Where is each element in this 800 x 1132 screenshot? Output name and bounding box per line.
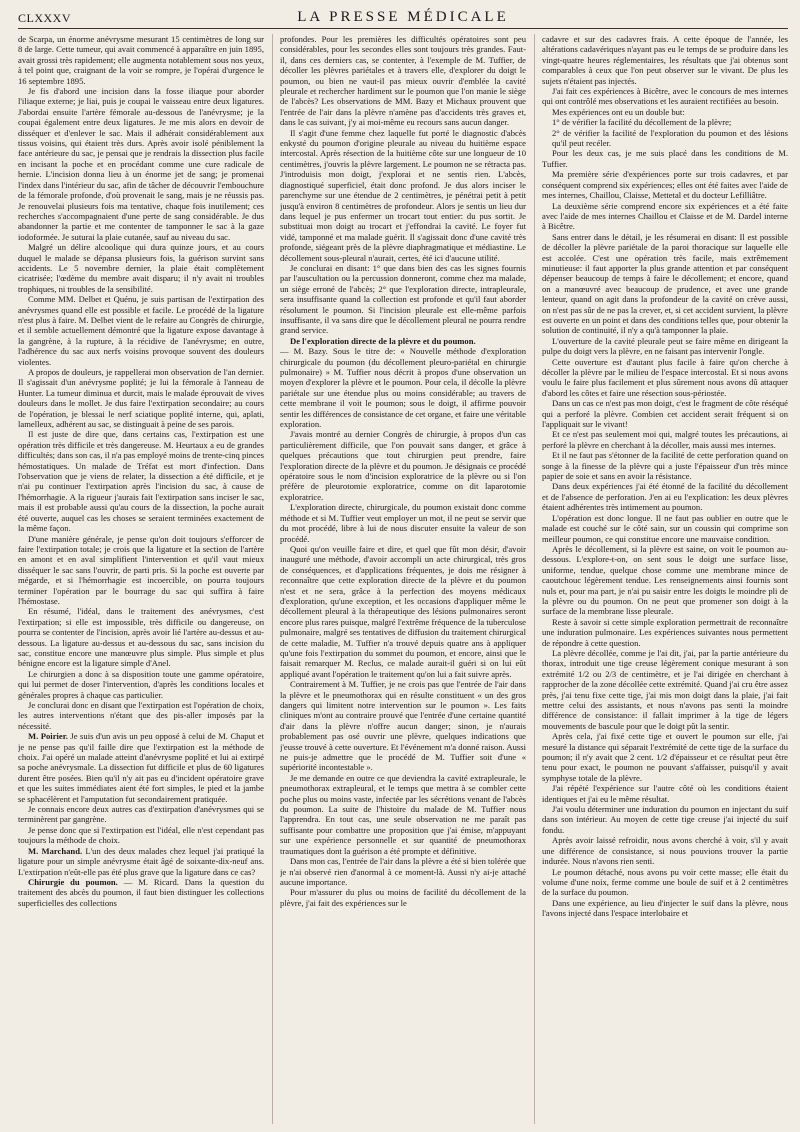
paragraph: Ma première série d'expériences porte sur trois cadavres, et par conséquent comprend six expériences; elles ont été faites avec l'aide de mes internes, Chaillou, Claisse, Mettetal et du docteur Lefilliâtre. bbox=[542, 169, 788, 201]
section-rubric: Chirurgie du poumon. bbox=[28, 876, 118, 887]
paragraph: Après le décollement, si la plèvre est saine, on voit le poumon au-dessous. L'explore-t-on, on sent sous le doigt une surface lisse, uniforme, tendue, quelque chose comme une membrane mince de caoutchouc légèrement tendue. Les renseignements ainsi fournis sont nuls et, pour ma part, je n'ai pu saisir entre les doigts le moindre pli de la plèvre ou du poumon. On ne peut que promener son doigt à la surface de la membrane lisse pleurale. bbox=[542, 543, 788, 617]
paragraph: cadavre et sur des cadavres frais. A cette époque de l'année, les altérations cadavériques n'ayant pas eu le temps de se produire dans les vingt-quatre heures réglementaires, les résultats que j'ai obtenus sont comparables à ceux que l'on peut observer sur le vivant. De plus les sujets n'étaient pas injectés. bbox=[542, 34, 788, 86]
column-rule bbox=[272, 34, 273, 1124]
section-rubric: De l'exploration directe de la plèvre et du poumon. bbox=[290, 335, 476, 346]
paragraph: Reste à savoir si cette simple exploration permettrait de reconnaître une induration pulmonaire. Les expériences suivantes nous permettent de répondre à cette question. bbox=[542, 616, 788, 648]
paragraph: Sans entrer dans le détail, je les résumerai en disant: Il est possible de décoller la plèvre pariétale de la paroi thoracique sur laquelle elle est accolée. C'est une opération très facile, mais extrêmement minutieuse: il faut apporter la plus grande attention et par conséquent dépenser beaucoup de temps à faire le décollement; et encore, quand on a manœuvré avec beaucoup de prudence, et avec une grande lenteur, quand on agit dans la profondeur de la cavité on crève aussi, on n'est pas sûr de ne pas la crever, et, si cet accident survient, la plèvre est ouverte en un point et dans des conditions telles que, pour obtenir la solution de continuité, il n'y a qu'à tamponner la plaie. bbox=[542, 231, 788, 336]
paragraph: La plèvre décollée, comme je l'ai dit, j'ai, par la partie antérieure du thorax, introduit une tige creuse légèrement conique mesurant à son extrémité 1/2 ou 2/3 de centimètre, et je l'ai dirigée en cherchant à rapprocher de la zone décollée cette extrémité. Quand j'ai cru être assez près, j'ai tenu fixe cette tige, j'ai mis mon doigt dans la plaie, j'ai fait mettre celui des assistants, et nous n'avons pas senti la moindre différence de consistance: il fallait imprimer à la tige de légers mouvements de bascule pour que le doigt pût la sentir. bbox=[542, 647, 788, 731]
column-2 bbox=[280, 34, 526, 1124]
paragraph: Il est juste de dire que, dans certains cas, l'extirpation est une opération très difficile et très dangereuse. M. Heurtaux a eu de grandes difficultés; dans son cas, il n'a pas employé moins de trente-cinq pinces hémostatiques. Un malade de Tréfat est mort d'infection. Dans l'observation que je viens de relater, la dissection a été difficile, et je n'ai pu continuer l'extirpation après l'incision du sac, à cause de l'hémorrhagie. A la rigueur j'aurais fait l'extirpation sans inciser le sac, mais il est probable aussi qu'au cours de la dissection, la poche aurait été ouverte, auquel cas les choses se seraient terminées exactement de la même façon. bbox=[18, 429, 264, 534]
paragraph: Le chirurgien a donc à sa disposition toute une gamme opératoire, qui lui permet de doser l'intervention, d'après les conditions locales et générales propres à chaque cas particulier. bbox=[18, 668, 264, 700]
paragraph: Comme MM. Delbet et Quénu, je suis partisan de l'extirpation des anévrysmes quand elle est possible et facile. Le procédé de la ligature n'est plus à faire. M. Delbet vient de le refaire au Congrès de chirurgie, et il semble actuellement démontré que la ligature expose davantage à la gangrène, à la rupture, à la récidive de l'anévrysme; en outre, l'adhérence du sac aux nerfs voisins provoque souvent des douleurs violentes. bbox=[18, 294, 264, 367]
speaker-text: Sous le titre de: « Nouvelle méthode d'exploration chirurgicale du poumon (du décollement pleuro-pariétal en chirurgie pulmonaire) » M. Tuffier nous décrit à propos d'une observation un moyen d'explorer la plèvre et le poumon. Pour cela, il décolle la plèvre pariétale sur une étendue plus ou moins considérable; au travers de cette membrane il voit le poumon; sous le doigt, il affirme pouvoir sentir les différences de consistance de cet organe, et faire une véritable exploration. bbox=[280, 346, 526, 430]
paragraph: Je me demande en outre ce que deviendra la cavité extrapleurale, le pneumothorax extrapleural, et le temps que mettra à se combler cette poche plus ou moins vaste, infectée par les sécrétions venant de l'abcès du poumon. La suite de l'histoire du malade de M. Tuffier nous l'apprendra. En tout cas, une seule observation ne me paraît pas suffisante pour combattre une proposition que j'ai émise, m'appuyant sur une expérience personnelle et sur quantité de pneumothorax traumatiques dont la guérison a été prompte et définitive. bbox=[280, 772, 526, 856]
column-3 bbox=[542, 34, 788, 1124]
paragraph: Dans une expérience, au lieu d'injecter le suif dans la plèvre, nous l'avons injecté dans l'espace interlobaire et bbox=[542, 897, 788, 919]
paragraph: Quoi qu'on veuille faire et dire, et quel que fût mon désir, d'avoir inauguré une méthode, d'avoir accompli un acte chirurgical, très gros de conséquences, et d'applications fréquentes, je dois me résigner à reconnaître que cette exploration directe de la plèvre et du poumon n'est et ne sera, grâce à la perfection des moyens médicaux d'exploration, qu'une exception, et les occasions d'appliquer même le décollement pleural à la thérapeutique des lésions pulmonaires seront encore plus rares puisque, malgré l'extrême fréquence de la tuberculose pulmonaire, malgré ses tentatives de diffusion du traitement chirurgical de cette maladie, M. Tuffier n'a trouvé depuis quatre ans à appliquer qu'une fois l'extirpation du sommet du poumon, et encore, ainsi que le faisait remarquer M. Reclus, ce malade aurait-il guéri si on lui eût appliqué avant l'opération le traitement qu'on lui a fait suivre après. bbox=[280, 543, 526, 679]
speaker-name: — M. Bazy. bbox=[280, 346, 328, 357]
list-item: 1° de vérifier la facilité du décollement de la plèvre; bbox=[552, 117, 732, 128]
paragraph: Et il ne faut pas s'étonner de la facilité de cette perforation quand on songe à la finesse de la plèvre qui a juste l'épaisseur d'un très mince papier de soie et sans en avoir la résistance. bbox=[542, 450, 788, 482]
paragraph: J'ai répété l'expérience sur l'autre côté où les conditions étaient identiques et j'ai eu le même résultat. bbox=[542, 783, 788, 804]
paragraph: Je conclurai donc en disant que l'extirpation est l'opération de choix, les autres interventions n'étant que des pis-aller imposés par la nécessité. bbox=[18, 700, 264, 731]
paragraph: Après cela, j'ai fixé cette tige et ouvert le poumon sur elle, j'ai mesuré la distance qui séparait l'extrémité de cette tige de la surface du poumon; il n'y avait que 2 cent. 1/2 d'épaisseur et ce résultat peut être tenu pour exact, le poumon ne pouvant s'affaisser, puisqu'il y avait symphyse totale de la plèvre. bbox=[542, 731, 788, 783]
speaker-name: M. Poirier. bbox=[28, 731, 68, 742]
paragraph: Malgré un délire alcoolique qui dura quinze jours, et au cours duquel le malade se dépansa plusieurs fois, la guérison survint sans accidents. Le 5 novembre dernier, la plaie était complètement cicatrisée; l'œdème du membre avait disparu; il n'y avait ni troubles trophiques, ni troubles de la sensibilité. bbox=[18, 242, 264, 294]
paragraph: Je fis d'abord une incision dans la fosse iliaque pour aborder l'iliaque externe; je liai, puis je coupai le vaisseau entre deux ligatures. J'abordai ensuite l'artère fémorale au-dessous de l'anévrysme; je la coupai également entre deux ligatures. Je me mis alors en devoir de disséquer et d'enlever le sac. Mais il adhérait considérablement aux tissus voisins, qui étaient très durs. Après avoir isolé péniblement la face antérieure du sac, je pensai que je rendrais la dissection plus facile en incisant la poche et en procédant comme une cure radicale de hernie. L'incision donna lieu à un énorme jet de sang; je promenai l'index dans l'intérieur du sac, afin de tâcher de découvrir l'embouchure de la fémorale profonde, d'où provenait le sang, mais je ne réussis pas. Je renouvelai plusieurs fois ma tentative, chaque fois inutilement; ces recherches s'accompagnaient d'une perte de sang considérable. Je dus abandonner la partie et me contenter de tamponner le sac à la gaze iodoformée. Je suturai la plaie cutanée, sauf au niveau du sac. bbox=[18, 86, 264, 242]
paragraph: Le poumon détaché, nous avons pu voir cette masse; elle était du volume d'une noix, ferme comme une boule de suif et à 2 centimètres de la surface du poumon. bbox=[542, 866, 788, 898]
paragraph: profondes. Pour les premières les difficultés opératoires sont peu considérables, pour les secondes elles sont toujours très grandes. Faut-il, dans ces derniers cas, se contenter, à l'exemple de M. Tuffier, de décoller les plèvres pariétales et à travers elle, d'explorer du doigt le poumon, ou bien ne vaut-il pas mieux ouvrir d'emblée la cavité pleurale et rechercher hardiment sur le poumon que l'on manie le siège de l'abcès? Les observations de MM. Bazy et Michaux prouvent que l'entrée de l'air dans la plèvre n'amène pas d'accidents très graves et, dans le cas suivant, j'y ai moi-même eu recours sans aucun danger. bbox=[280, 34, 526, 128]
paragraph: L'opération est donc longue. Il ne faut pas oublier en outre que le malade est couché sur le côté sain, sur un coussin qui comprime son meilleur poumon, ce qui constitue encore une mauvaise condition. bbox=[542, 512, 788, 544]
paragraph: de Scarpa, un énorme anévrysme mesurant 15 centimètres de long sur 8 de large. Cette tumeur, qui avait commencé à apparaître en juin 1895, avait grossi très rapidement; elle augmenta notablement sous nos yeux, à tel point que, craignant de la voir se rompre, je l'opérai d'urgence le 16 septembre 1895. bbox=[18, 34, 264, 86]
paragraph: Je connais encore deux autres cas d'extirpation d'anévrysmes qui se terminèrent par gangrène. bbox=[18, 804, 264, 825]
speaker-name: M. Marchand. bbox=[28, 845, 83, 856]
list-item: 2° de vérifier la facilité de l'exploration du poumon et des lésions qu'il peut recéler. bbox=[552, 127, 788, 149]
paragraph: Mes expériences ont eu un double but: bbox=[552, 106, 685, 117]
paragraph-ricard bbox=[18, 877, 264, 908]
paragraph: Pour m'assurer du plus ou moins de facilité du décollement de la plèvre, j'ai fait des expériences sur le bbox=[280, 887, 526, 908]
paragraph-bazy bbox=[280, 336, 526, 430]
paragraph: La deuxième série comprend encore six expériences et a été faite avec l'aide de mes internes Chaillou et Claisse et de M. Dardel interne à Bicêtre. bbox=[542, 200, 788, 232]
article-columns bbox=[18, 34, 788, 1124]
paragraph-marchand bbox=[18, 846, 264, 877]
column-1 bbox=[18, 34, 264, 1124]
paragraph: D'une manière générale, je pense qu'on doit toujours s'efforcer de faire l'extirpation totale; je crois que la ligature et la section de l'artère en amont et en aval simplifient l'intervention et qu'il vaut mieux disséquer le sac sans l'ouvrir, de parti pris. Si la poche est ouverte par mégarde, et si l'hémorrhagie est incoercible, on pourra toujours terminer l'opération par le bourrage du sac qui suffira à faire l'hémostase. bbox=[18, 533, 264, 606]
column-rule bbox=[534, 34, 535, 1124]
paragraph: Et ce n'est pas seulement moi qui, malgré toutes les précautions, ai perforé la plèvre en cherchant à la décoller, mais aussi mes internes. bbox=[542, 429, 788, 450]
speaker-text: Dans la question du traitement des abcès du poumon, il faut bien distinguer les collections superficielles des collections bbox=[18, 876, 264, 908]
speaker-text: L'un des deux malades chez lequel j'ai pratiqué la ligature pour un simple anévrysme était âgé de soixante-dix-neuf ans. L'extirpation n'eût-elle pas été plus grave que la ligature dans ce cas? bbox=[18, 845, 264, 877]
speaker-name: — M. Ricard. bbox=[117, 876, 179, 887]
paragraph: Dans deux expériences j'ai été étonné de la facilité du décollement et de l'absence de perforation. J'en ai eu l'explication: les deux plèvres étaient adhérentes très intimement au poumon. bbox=[542, 481, 788, 513]
paragraph-poirier bbox=[18, 731, 264, 804]
paragraph: Dans mon cas, l'entrée de l'air dans la plèvre a été si bien tolérée que je n'ai observé rien d'anormal à ce moment-là. Aussi n'y ai-je attaché aucune importance. bbox=[280, 856, 526, 887]
paragraph: J'avais montré au dernier Congrès de chirurgie, à propos d'un cas particulièrement difficile, que l'on pouvait sans danger, et grâce à quelques précautions que tout chirurgien peut prendre, faire l'exploration directe de la plèvre et du poumon. Je désignais ce procédé opératoire sous le nom d'incision exploratrice de la plèvre ou si l'on préfère de pleurotomie exploratrice, comme on dit laparotomie exploratrice. bbox=[280, 429, 526, 502]
paragraph: Cette ouverture est d'autant plus facile à faire qu'on cherche à décoller la plèvre par le milieu de l'espace intercostal. Et si nous avons voulu le faire plus facilement et plus sûrement nous avons dû attaquer d'abord les côtes et faire une résection sous-périostée. bbox=[542, 356, 788, 398]
speaker-text: Je suis d'un avis un peu opposé à celui de M. Chaput et je ne pense pas qu'il faille dire que l'extirpation est la méthode de choix. J'ai opéré un malade atteint d'anévrysme poplité et lui ai extirpé sa poche anévrysmale. La dissection fut difficile et plus de 60 ligatures durent être posées. Bien qu'il n'y ait pas eu d'incident opératoire grave et que les suites immédiates aient été fort simples, le pied et la jambe se sphacélèrent et l'amputation fut secondairement pratiquée. bbox=[18, 731, 264, 804]
paragraph: J'ai voulu déterminer une induration du poumon en injectant du suif dans son intérieur. Au moyen de cette tige creuse j'ai injecté du suif fondu. bbox=[542, 804, 788, 835]
paragraph: Il s'agit d'une femme chez laquelle fut porté le diagnostic d'abcès enkysté du poumon d'origine pleurale au niveau du huitième espace intercostal. Après résection de la huitième côte sur une longueur de 10 centimètres, j'ouvris la plèvre largement. Le poumon ne se rétracta pas. J'introduisis mon doigt, j'explorai et ne sentis rien. L'abcès, diagnostiqué superficiel, était donc profond. Je dus alors inciser le parenchyme sur une étendue de 2 centimètres, je pénétrai petit à petit jusqu'à environ 8 centimètres de profondeur. Alors je sentis un lieu dur dans lequel je pus enfermer un trocart tout entier: du pus sortit. Je substituai mon doigt au trocart et j'effondrai la cavité. Le foyer fut vidé, tamponné et ma malade guérit. Il s'agissait donc d'une cavité très profonde, siégeant près de la plèvre diaphragmatique et médiastine. Le décollement sous-pleural n'aurait, certes, été ici d'aucune utilité. bbox=[280, 127, 526, 263]
paragraph: Contrairement à M. Tuffier, je ne crois pas que l'entrée de l'air dans la plèvre et le pneumothorax qui en résulte constituent « un des gros dangers qui limitent notre intervention sur le poumon ». Les faits cliniques m'ont au contraire prouvé que l'entrée d'une certaine quantité d'air dans la plèvre n'offre aucun danger; sinon, je n'aurais probablement pas osé ouvrir une plèvre, quelques indications que j'eusse trouvé à cette ouverture. Et l'événement m'a donné raison. Aussi ne puis-je admettre que le procédé de M. Tuffier soit d'une « supériorité incontestable ». bbox=[280, 679, 526, 773]
page-folio: CLXXXV bbox=[18, 11, 71, 25]
paragraph: En résumé, l'idéal, dans le traitement des anévrysmes, c'est l'extirpation; si elle est impossible, très difficile ou dangereuse, on pourra se contenter de l'incision, après avoir lié l'artère au-dessus et au-dessous. La ligature au-dessus et au-dessous du sac, sans incision du sac, constitue encore une manœuvre plus simple. Plus simple et plus bénigne encore est la ligature simple d'Anel. bbox=[18, 606, 264, 669]
page-header bbox=[18, 8, 788, 29]
paragraph: J'ai fait ces expériences à Bicêtre, avec le concours de mes internes qui ont contrôlé mes observations et les auraient rectifiées au besoin. bbox=[542, 86, 788, 107]
journal-title: LA PRESSE MÉDICALE bbox=[297, 9, 509, 25]
paragraph: L'ouverture de la cavité pleurale peut se faire même en dirigeant la pulpe du doigt vers la plèvre, en ne faisant pas intervenir l'ongle. bbox=[542, 335, 788, 357]
newspaper-page bbox=[18, 8, 788, 1126]
paragraph: Après avoir laissé refroidir, nous avons cherché à voir, s'il y avait une différence de consistance, si nous pouvions trouver la partie indurée. Nous n'avons rien senti. bbox=[542, 835, 788, 867]
paragraph: Je pense donc que si l'extirpation est l'idéal, elle n'est cependant pas toujours la méthode de choix. bbox=[18, 824, 264, 846]
paragraph: Pour les deux cas, je me suis placé dans les conditions de M. Tuffier. bbox=[542, 148, 788, 169]
paragraph: Dans un cas ce n'est pas mon doigt, c'est le fragment de côte réséqué qui a perforé la plèvre. Combien cet accident serait fréquent si on l'appliquait sur le vivant! bbox=[542, 398, 788, 430]
paragraph: A propos de douleurs, je rappellerai mon observation de l'an dernier. Il s'agissait d'un anévrysme poplité; je lui la fémorale à l'anneau de Hunter. La tumeur diminua et durcit, mais le malade éprouvait de vives douleurs dans le mollet. Je dus faire l'extirpation secondaire; au cours de l'opération, je blessai le nerf sciatique poplité interne, qui, aplati, lamelleux, adhérent au sac, se distinguait à peine de ses parois. bbox=[18, 367, 264, 430]
paragraph: L'exploration directe, chirurgicale, du poumon existait donc comme méthode et si M. Tuffier veut employer un mot, il ne peut se servir que du mot procédé, libre à lui de nous discuter ensuite la valeur de son procédé. bbox=[280, 502, 526, 544]
paragraph: Je conclurai en disant: 1° que dans bien des cas les signes fournis par l'auscultation ou la percussion donneront, comme chez ma malade, un siège erroné de l'abcès; 2° que l'exploration directe, intrapleurale, sera insuffisante quand la collection est profonde et qu'il faut aborder résolument le poumon. Si l'incision pleurale est elle-même parfois insuffisante, il va sans dire que le décollement pleural ne pourra rendre grand service. bbox=[280, 262, 526, 336]
